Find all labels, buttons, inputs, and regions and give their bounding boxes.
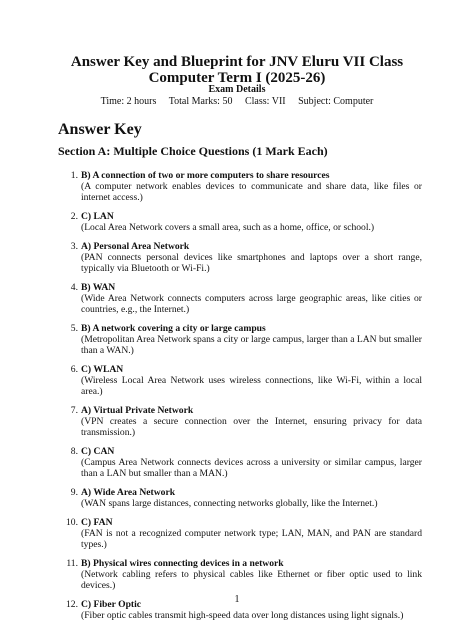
question-list bbox=[58, 162, 422, 621]
question-number: 4. bbox=[70, 282, 78, 293]
title-line-2: Computer Term I (2025-26) bbox=[148, 70, 326, 86]
question-number: 3. bbox=[70, 241, 78, 252]
list-item bbox=[58, 558, 422, 591]
explanation-text: (A computer network enables devices to communicate and share data, like files or internet access.) bbox=[81, 181, 422, 203]
answer-text: B) WAN bbox=[81, 282, 116, 293]
question-number: 6. bbox=[70, 364, 78, 375]
question-number: 7. bbox=[70, 405, 78, 416]
answer-text: A) Personal Area Network bbox=[81, 241, 190, 252]
exam-time: Time: 2 hours bbox=[100, 96, 157, 107]
list-item bbox=[58, 282, 422, 315]
list-item bbox=[58, 517, 422, 550]
list-item bbox=[58, 211, 422, 233]
explanation-text: (FAN is not a recognized computer network type; LAN, MAN, and PAN are standard types.) bbox=[81, 528, 422, 550]
answer-text: B) A network covering a city or large campus bbox=[81, 323, 266, 334]
document-title bbox=[40, 54, 434, 86]
explanation-text: (Metropolitan Area Network spans a city or large campus, larger than a LAN but smaller than a WAN.) bbox=[81, 334, 422, 356]
answer-text: C) WLAN bbox=[81, 364, 124, 375]
explanation-text: (Wide Area Network connects computers across large geographic areas, like cities or countries, e.g., the Internet.) bbox=[81, 293, 422, 315]
exam-details-heading: Exam Details bbox=[208, 84, 266, 95]
list-item bbox=[58, 323, 422, 356]
answer-text: A) Wide Area Network bbox=[81, 487, 176, 498]
answer-text: B) A connection of two or more computers to share resources bbox=[81, 170, 330, 181]
exam-total-marks: Total Marks: 50 bbox=[168, 96, 233, 107]
answer-text: C) LAN bbox=[81, 211, 114, 222]
exam-class: Class: VII bbox=[244, 96, 286, 107]
question-number: 11. bbox=[66, 558, 78, 569]
answer-text: A) Virtual Private Network bbox=[81, 405, 194, 416]
list-item bbox=[58, 364, 422, 397]
page-number: 1 bbox=[234, 594, 240, 605]
section-heading-answer-key: Answer Key bbox=[58, 121, 142, 138]
list-item bbox=[58, 446, 422, 479]
explanation-text: (Wireless Local Area Network uses wireless connections, like Wi-Fi, within a local area.) bbox=[81, 375, 422, 397]
question-number: 5. bbox=[70, 323, 78, 334]
title-line-1: Answer Key and Blueprint for JNV Eluru VII Class bbox=[70, 54, 404, 70]
question-number: 12. bbox=[66, 599, 78, 610]
question-number: 8. bbox=[70, 446, 78, 457]
explanation-text: (Network cabling refers to physical cables like Ethernet or fiber optic used to link devices.) bbox=[81, 569, 422, 591]
explanation-text: (WAN spans large distances, connecting networks globally, like the Internet.) bbox=[81, 498, 378, 509]
explanation-text: (Local Area Network covers a small area, such as a home, office, or school.) bbox=[81, 222, 375, 233]
answer-text: C) CAN bbox=[81, 446, 115, 457]
question-number: 2. bbox=[70, 211, 78, 222]
question-number: 9. bbox=[70, 487, 78, 498]
answer-text: B) Physical wires connecting devices in a network bbox=[81, 558, 284, 569]
explanation-text: (Fiber optic cables transmit high-speed data over long distances using light signals.) bbox=[81, 610, 404, 621]
subsection-heading-mcq: Section A: Multiple Choice Questions (1 Mark Each) bbox=[58, 144, 328, 158]
question-number: 1. bbox=[70, 170, 78, 181]
explanation-text: (PAN connects personal devices like smartphones and laptops over a short range, typically via Bluetooth or Wi-Fi.) bbox=[81, 252, 422, 274]
question-number: 10. bbox=[66, 517, 78, 528]
exam-subject: Subject: Computer bbox=[298, 96, 374, 107]
list-item bbox=[58, 405, 422, 438]
list-item bbox=[58, 241, 422, 274]
list-item bbox=[58, 487, 422, 509]
list-item bbox=[58, 170, 422, 203]
exam-details-row bbox=[40, 96, 434, 108]
answer-text: C) Fiber Optic bbox=[81, 599, 142, 610]
explanation-text: (Campus Area Network connects devices across a university or similar campus, larger than a LAN but smaller than a MAN.) bbox=[81, 457, 422, 479]
explanation-text: (VPN creates a secure connection over the Internet, ensuring privacy for data transmission.) bbox=[81, 416, 422, 438]
answer-text: C) FAN bbox=[81, 517, 113, 528]
